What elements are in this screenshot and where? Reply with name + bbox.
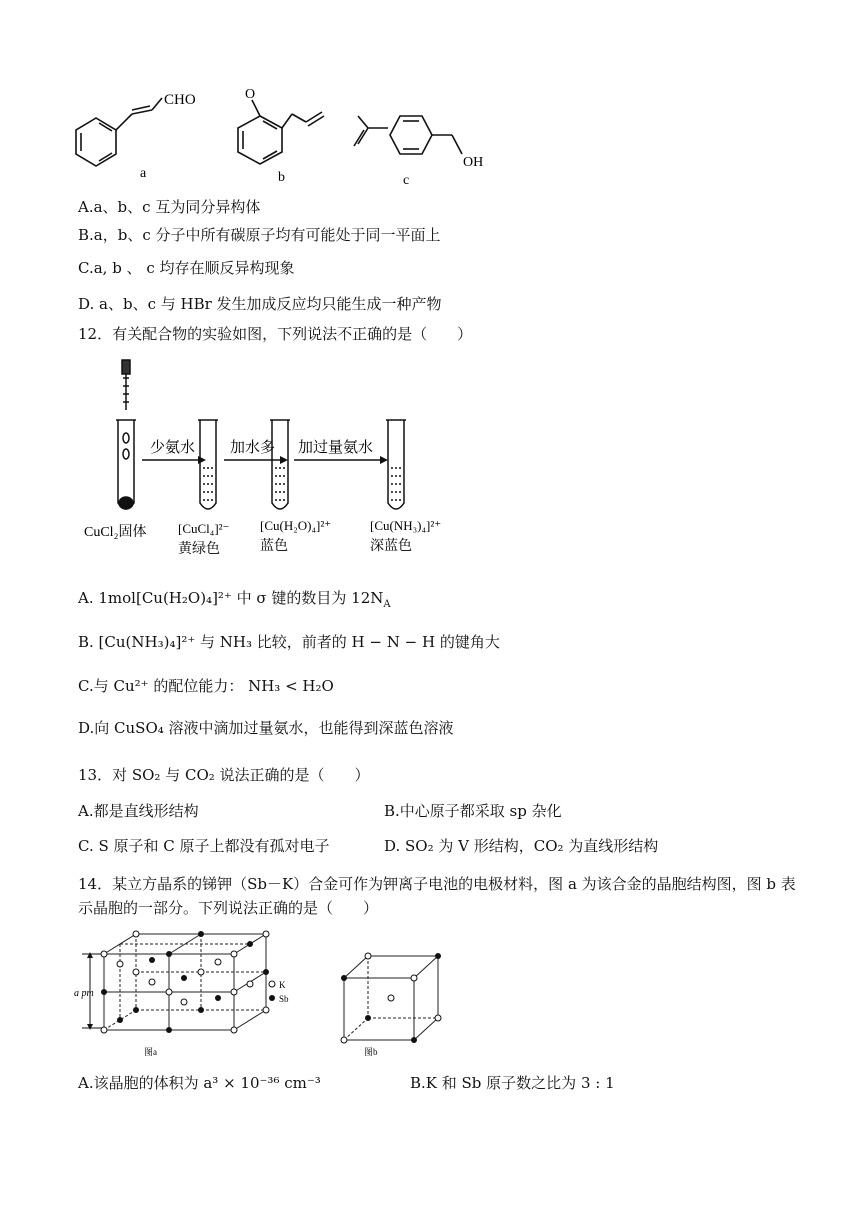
fig-a-caption: 图a — [144, 1047, 157, 1057]
q14-option-a: A.该晶胞的体积为 a³ × 10⁻³⁶ cm⁻³ — [78, 1074, 321, 1092]
tube4-formula: [Cu(NH₃)₄]²⁺ — [370, 518, 442, 533]
mol-b-label: b — [278, 170, 285, 185]
arrow-label-2: 加水多 — [230, 440, 276, 456]
test-tube-1 — [116, 420, 136, 509]
q13-option-d: D. SO₂ 为 V 形结构，CO₂ 为直线形结构 — [384, 837, 659, 855]
mol-b-group: O — [245, 87, 256, 102]
molecule-c — [354, 116, 462, 154]
legend-sb: Sb — [279, 994, 289, 1004]
test-tube-2 — [198, 420, 218, 509]
sb-atoms-a — [101, 931, 269, 1033]
molecule-figure — [70, 80, 500, 190]
k-legend-icon — [269, 981, 275, 987]
mol-c-label: c — [403, 173, 410, 188]
tube2-formula: [CuCl₄]²⁻ — [178, 521, 230, 536]
arrow-label-1: 少氨水 — [150, 440, 196, 456]
q13-option-a: A.都是直线形结构 — [78, 802, 199, 820]
q11-option-d: D. a、b、c 与 HBr 发生加成反应均只能生成一种产物 — [78, 295, 442, 313]
q13-stem: 13．对 SO₂ 与 CO₂ 说法正确的是（ ） — [78, 766, 370, 784]
sb-legend-icon — [269, 995, 275, 1001]
a-pm-label: a pm — [74, 988, 94, 999]
q12-stem: 12．有关配合物的实验如图，下列说法不正确的是（ ） — [78, 325, 473, 343]
q11-option-c: C.a, b 、 c 均存在顺反异构现象 — [78, 259, 295, 277]
q13-option-b: B.中心原子都采取 sp 杂化 — [384, 802, 562, 820]
q12-option-c: C.与 Cu²⁺ 的配位能力： NH₃ < H₂O — [78, 677, 334, 695]
q14-stem-line2: 示晶胞的一部分。下列说法正确的是（ ） — [78, 899, 379, 917]
test-tube-3 — [270, 420, 290, 509]
tube1-label: CuCl₂固体 — [84, 525, 147, 540]
molecule-b — [238, 100, 324, 164]
q12-option-d: D.向 CuSO₄ 溶液中滴加过量氨水，也能得到深蓝色溶液 — [78, 719, 454, 737]
tube3-formula: [Cu(H₂O)₄]²⁺ — [260, 518, 332, 533]
unit-cell-a — [104, 934, 266, 1030]
tube3-color: 蓝色 — [260, 539, 288, 554]
molecule-a — [76, 98, 162, 166]
q14-option-b: B.K 和 Sb 原子数之比为 3 : 1 — [410, 1074, 615, 1092]
q11-option-a: A.a、b、c 互为同分异构体 — [78, 198, 261, 216]
q12-option-b: B. [Cu(NH₃)₄]²⁺ 与 NH₃ 比较，前者的 H − N − H 的键角大 — [78, 633, 500, 651]
dropper-icon — [122, 360, 130, 410]
mol-a-group: CHO — [164, 92, 196, 108]
crystal-figure — [74, 928, 474, 1060]
q12-option-a: A. 1mol[Cu(H₂O)₄]²⁺ 中 σ 键的数目为 $12N_A$ — [78, 589, 391, 610]
q14-stem-line1: 14．某立方晶系的锑钾（Sb－K）合金可作为钾离子电池的电极材料，图 a 为该合金的晶胞结构图，图 b 表 — [78, 875, 796, 893]
q13-option-c: C. S 原子和 C 原子上都没有孤对电子 — [78, 837, 330, 855]
arrow-label-3: 加过量氨水 — [298, 440, 374, 456]
legend-k: K — [279, 980, 286, 990]
mol-a-label: a — [140, 166, 147, 181]
test-tube-4 — [386, 420, 406, 509]
k-atoms-a — [101, 931, 269, 1033]
fig-b-caption: 图b — [364, 1047, 378, 1057]
mol-c-group: OH — [463, 155, 484, 170]
tube2-color: 黄绿色 — [178, 542, 220, 557]
tube4-color: 深蓝色 — [370, 539, 412, 554]
q12-experiment-figure — [80, 358, 480, 568]
q11-option-b: B.a，b、c 分子中所有碳原子均有可能处于同一平面上 — [78, 226, 441, 244]
